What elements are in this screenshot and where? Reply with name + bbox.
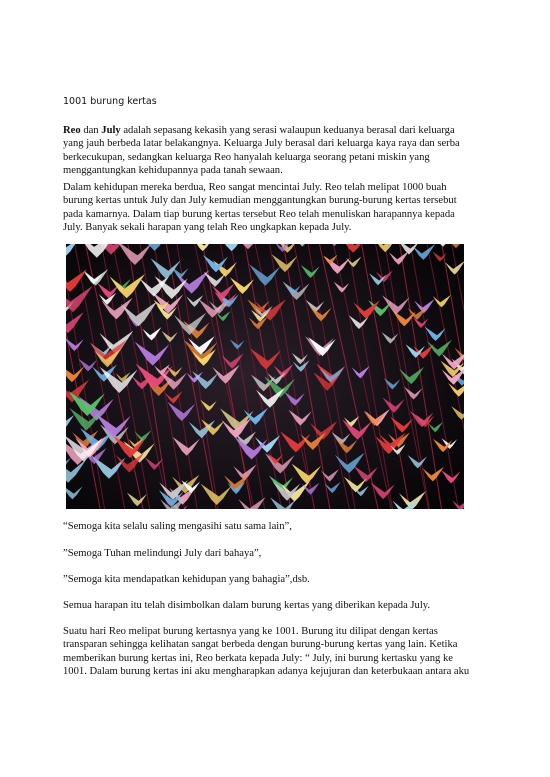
intro-paragraph [63, 124, 473, 178]
cranes-illustration [66, 244, 464, 509]
paragraph-4: Suatu hari Reo melipat burung kertasnya yang ke 1001. Burung itu dilipat dengan kertas transparan sehingga kelihatan sangat berbeda dengan burung-burung kertas yang lain. Ketika memberikan burung kertas ini, Reo berkata kepada July: “ July, ini burung kertasku yang ke 1001. Dalam burung kertas ini aku mengharapkan adanya kejujuran dan keterbukaan antara aku [63, 626, 470, 678]
wish-1: “Semoga kita selalu saling mengasihi satu sama lain”, [63, 521, 292, 532]
wish-2: ”Semoga Tuhan melindungi July dari bahaya”, [63, 548, 262, 559]
document-title: 1001 burung kertas [63, 96, 157, 107]
intro-text: adalah sepasang kekasih yang serasi walaupun keduanya berasal dari keluarga yang jauh berbeda latar belakangnya. Keluarga July berasal dari keluarga kaya raya dan serba berkecukupan, sedangkan keluarga Reo hanyalah keluarga seorang petani miskin yang menggantungkan kehidupannya pada tanah sewaan. [63, 125, 460, 177]
name-july: July [101, 125, 121, 136]
paragraph-3: Semua harapan itu telah disimbolkan dalam burung kertas yang diberikan kepada July. [63, 600, 431, 611]
wish-3: ”Semoga kita mendapatkan kehidupan yang bahagia”,dsb. [63, 574, 310, 585]
name-reo: Reo [63, 125, 81, 136]
paper-cranes-photo [66, 244, 464, 509]
paragraph-2: Dalam kehidupan mereka berdua, Reo sangat mencintai July. Reo telah melipat 1000 buah burung kertas untuk July dan July kemudian menggantungkan burung-burung kertas tersebut pada kamarnya. Dalam tiap burung kertas tersebut Reo telah menuliskan harapannya kepada July. Banyak sekali harapan yang telah Reo ungkapkan kepada July. [63, 182, 457, 234]
connector-word: dan [83, 125, 99, 136]
